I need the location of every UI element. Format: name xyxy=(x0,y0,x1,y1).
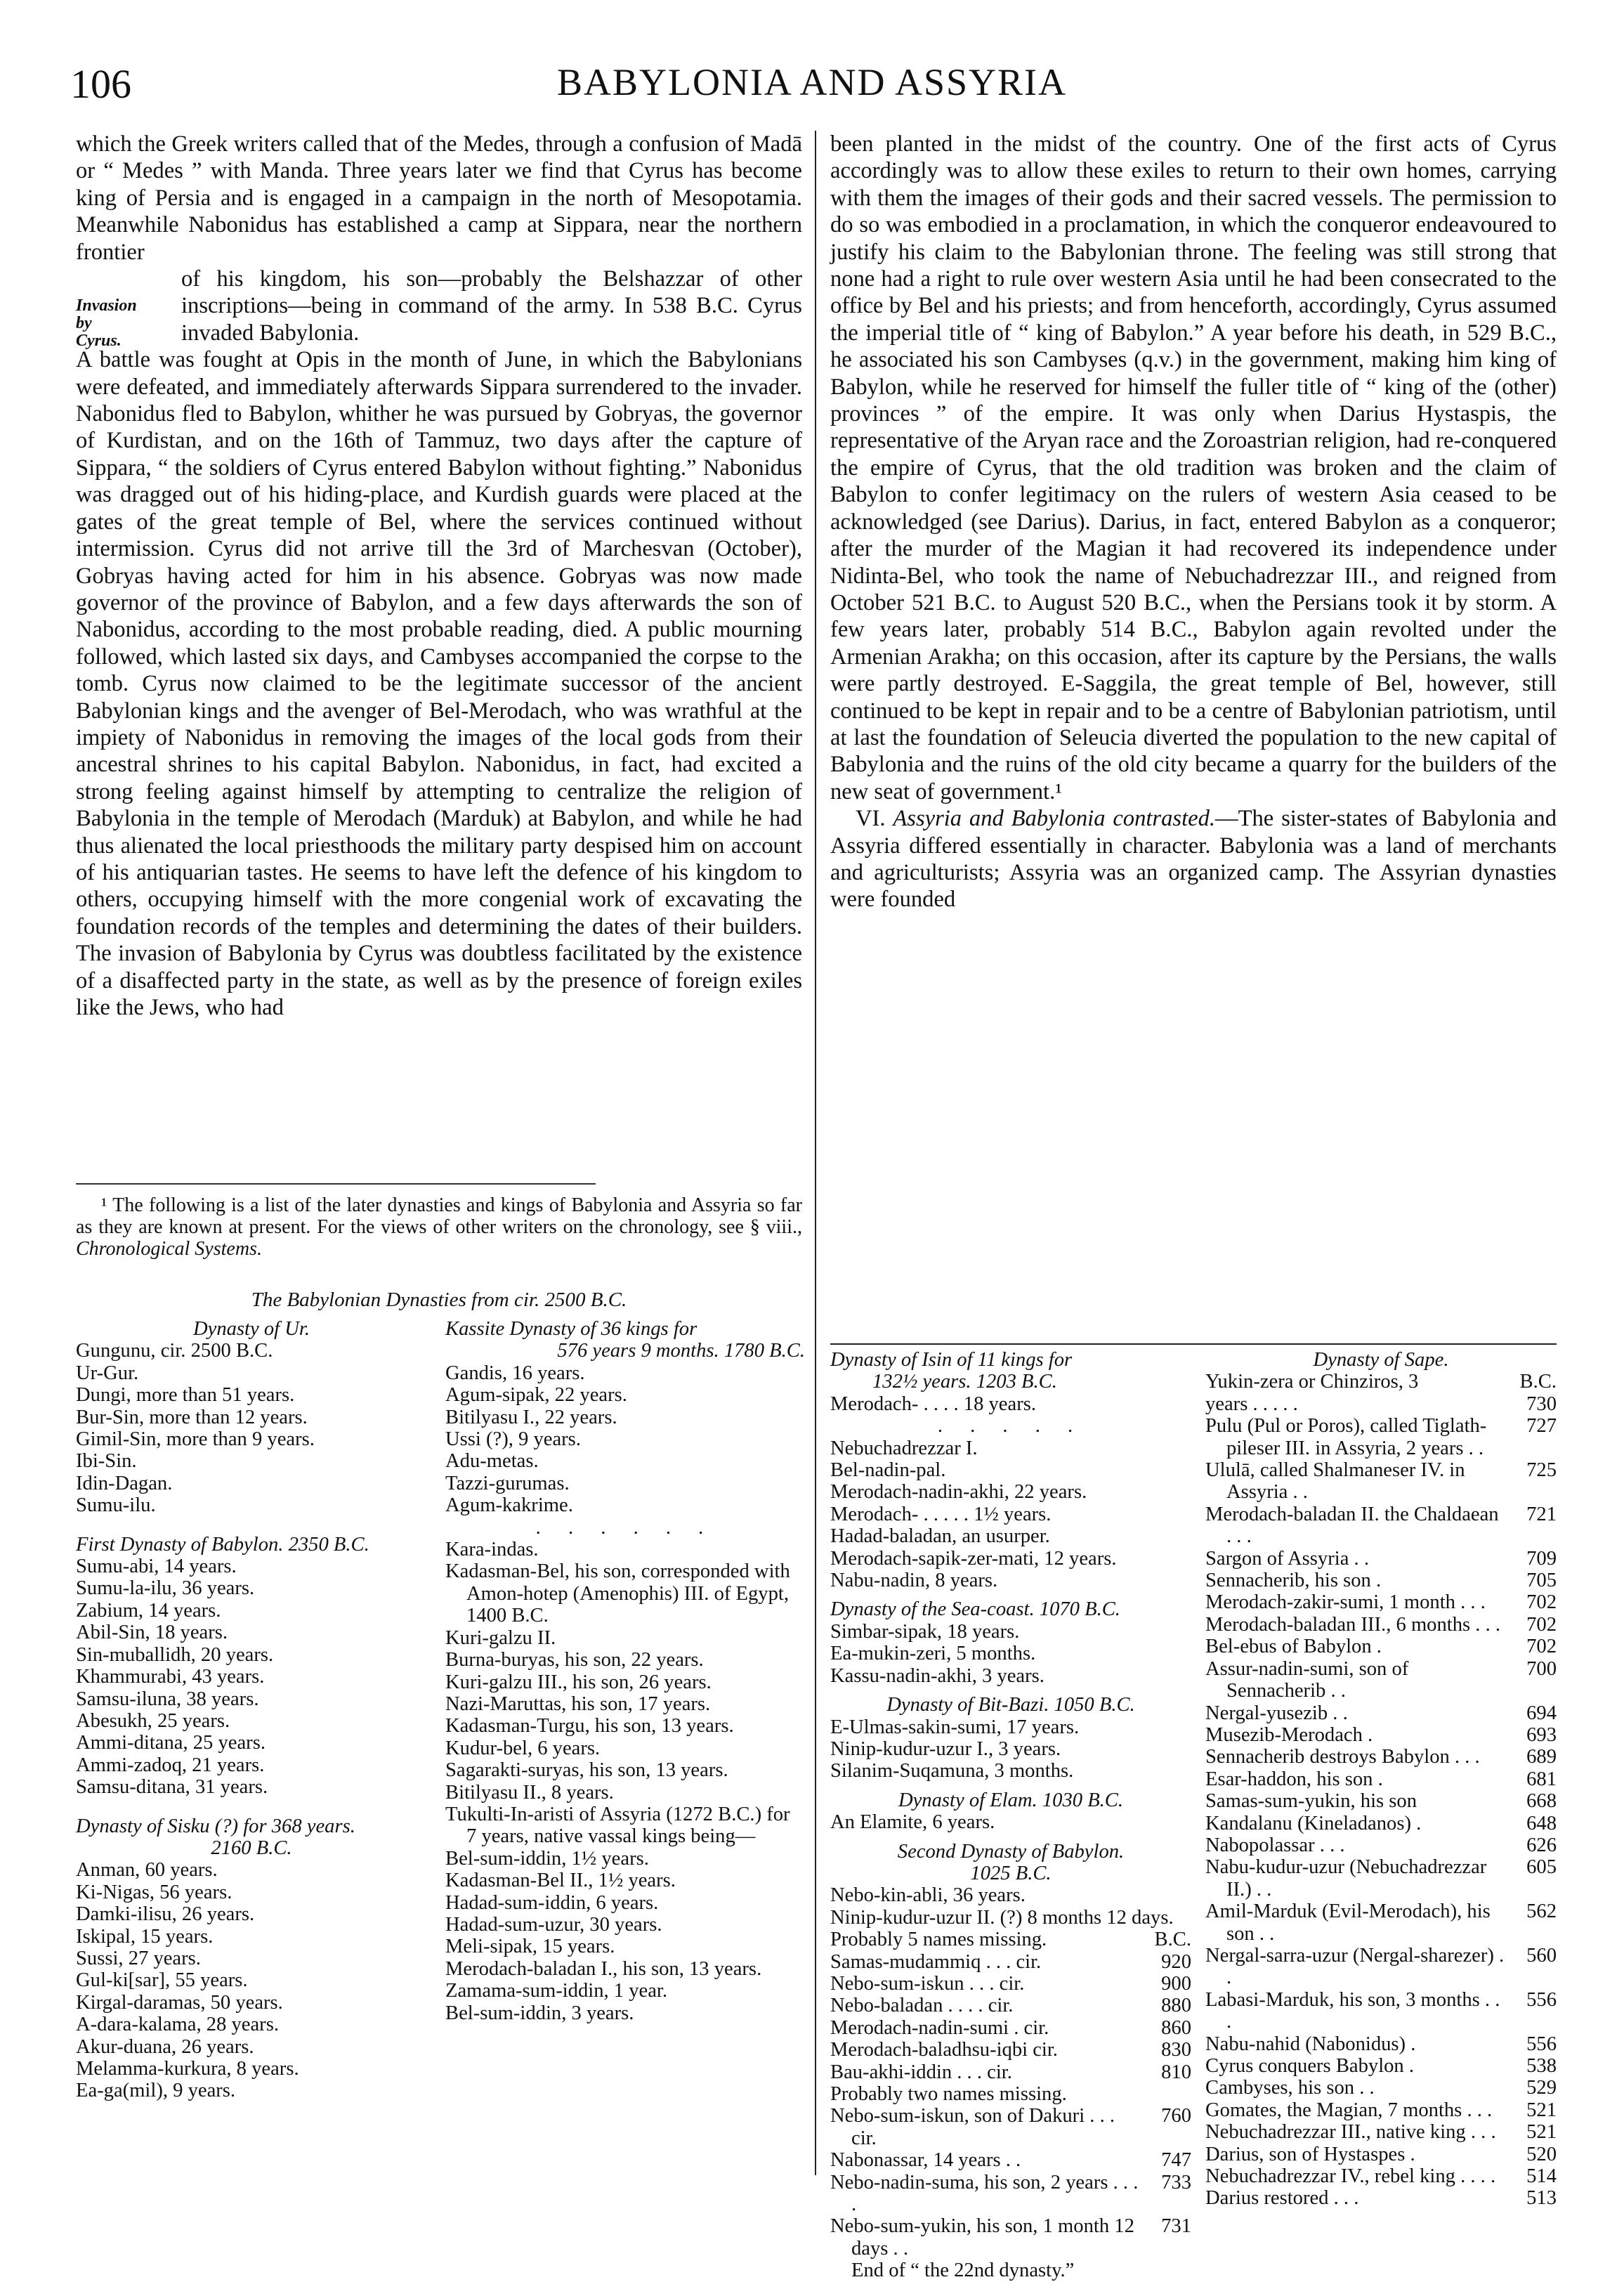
king-year: 694 xyxy=(1526,1702,1557,1724)
king-year: B.C. xyxy=(1154,1929,1191,1951)
king-year: 920 xyxy=(1161,1950,1191,1973)
king-row xyxy=(1205,1702,1557,1724)
king-row xyxy=(1205,1945,1557,1989)
right-para-2 xyxy=(830,805,1557,913)
king-year: 560 xyxy=(1526,1944,1557,1967)
king-entry: Zabium, 14 years. xyxy=(76,1599,221,1622)
king-year: 880 xyxy=(1161,1995,1191,2017)
king-name: Nergal-sarra-uzur (Nergal-sharezer) . . xyxy=(1205,1944,1505,1989)
king-entry: Merodach- . . . . 18 years. xyxy=(830,1393,1036,1415)
king-entry: Merodach-sapik-zer-mati, 12 years. xyxy=(830,1547,1117,1570)
king-name: Merodach-baladan II. the Chaldaean . . . xyxy=(1205,1503,1499,1548)
dynasty-column-4 xyxy=(1205,1349,1557,2210)
king-entry: Ninip-kudur-uzur I., 3 years. xyxy=(830,1737,1061,1760)
king-entry: Bel-sum-iddin, 1½ years. xyxy=(445,1847,649,1870)
left-para-3: A battle was fought at Opis in the month of June, in which the Babylonians were defeated, and immediately afterwards Sippara surrendered to the invader. Nabonidus fled to Babylon, whither he was pursued by Gobryas, the governor of Kurdistan, and on the 16th of Tammuz, two days after the capture of Sippara, “ the soldiers of Cyrus entered Babylon without fighting.” Nabonidus was dragged out of his hiding-place, and Kurdish guards were placed at the gates of the great temple of Bel, where the services continued without intermission. Cyrus did not arrive till the 3rd of Marchesvan (October), Gobryas having acted for him in his absence. Gobryas was now made governor of the province of Babylon, and a few days afterwards the son of Nabonidus, according to the most probable reading, died. A public mourning followed, which lasted six days, and Cambyses accompanied the corpse to the tomb. Cyrus now claimed to be the legitimate successor of the ancient Babylonian kings and the avenger of Bel-Merodach, who was wrathful at the impiety of Nabonidus in removing the images of the local gods from their ancestral shrines to his capital Babylon. Nabonidus, in fact, had excited a strong feeling against himself by attempting to centralize the religion of Babylonia in the temple of Merodach (Marduk) at Babylon, and while he had thus alienated the local priesthoods the military party despised him on account of his antiquarian tastes. He seems to have left the defence of his kingdom to others, occupying himself with the more congenial work of excavating the foundation records of the temples and determining the dates of their builders. The invasion of Babylonia by Cyrus was doubtless facilitated by the existence of a disaffected party in the state, as well as by the presence of foreign exiles like the Jews, who had xyxy=(76,347,802,1020)
king-entry: Kara-indas. xyxy=(445,1539,539,1561)
page-title: BABYLONIA AND ASSYRIA xyxy=(556,61,1068,103)
king-entry: Anman, 60 years. xyxy=(76,1859,218,1882)
king-entry: Sumu-ilu. xyxy=(76,1494,156,1517)
king-row xyxy=(830,1973,1191,1995)
king-entry: Bitilyasu II., 8 years. xyxy=(445,1781,614,1804)
section-heading: Assyria and Babylonia contrasted. xyxy=(893,806,1216,832)
king-row xyxy=(1205,1989,1557,2033)
king-name: Darius restored . . . xyxy=(1205,2187,1359,2210)
king-row xyxy=(1205,1856,1557,1900)
king-entry: Zamama-sum-iddin, 1 year. xyxy=(445,1980,668,2002)
dynasty-heading: Dynasty of Sisku (?) for 368 years. xyxy=(76,1815,355,1837)
king-year: 709 xyxy=(1526,1547,1557,1570)
dynasty-list-elam xyxy=(830,1811,1191,1833)
king-name: Cambyses, his son . . xyxy=(1205,2077,1375,2099)
sidenote-line-2: by Cyrus. xyxy=(76,314,122,350)
king-row xyxy=(1205,1393,1557,1415)
dynasty-heading: Dynasty of the Sea-coast. 1070 B.C. xyxy=(830,1598,1120,1621)
king-entry: Merodach-nadin-akhi, 22 years. xyxy=(830,1481,1087,1504)
king-name: Labasi-Marduk, his son, 3 months . . . xyxy=(1205,1988,1500,2033)
king-entry: A-dara-kalama, 28 years. xyxy=(76,2014,279,2036)
king-row xyxy=(1205,1813,1557,1834)
column-divider xyxy=(815,131,816,2175)
king-entry: Khammurabi, 43 years. xyxy=(76,1666,265,1688)
king-row xyxy=(1205,2165,1557,2187)
dynasty-heading: Dynasty of Elam. 1030 B.C. xyxy=(898,1789,1124,1811)
king-name: Nebo-sum-iskun, son of Dakuri . . . cir. xyxy=(830,2105,1115,2149)
king-row xyxy=(830,1929,1191,1950)
king-name: Samas-sum-yukin, his son xyxy=(1205,1790,1417,1813)
right-column xyxy=(830,131,1557,913)
king-year: 605 xyxy=(1526,1856,1557,1879)
dynasty-heading: Dynasty of Ur. xyxy=(193,1318,310,1340)
king-year: 689 xyxy=(1526,1746,1557,1768)
king-entry: Akur-duana, 26 years. xyxy=(76,2035,254,2058)
king-year: 900 xyxy=(1161,1972,1191,1995)
king-entry: Ibi-Sin. xyxy=(76,1450,137,1473)
king-name: Gomates, the Magian, 7 months . . . xyxy=(1205,2099,1493,2121)
king-entry: Hadad-sum-uzur, 30 years. xyxy=(445,1913,662,1936)
king-entry: Bel-nadin-pal. xyxy=(830,1459,946,1482)
dated-list-sape xyxy=(1205,1393,1557,2210)
king-row xyxy=(1205,1614,1557,1636)
right-para-1: been planted in the midst of the country. One of the first acts of Cyrus accordingly was to allow these exiles to return to their own homes, carrying with them the images of their gods and their sacred vessels. The permission to do so was embodied in a proclamation, in which the conqueror endeavoured to justify his claim to the Babylonian throne. The feeling was still strong that none had a right to rule over western Asia until he had been consecrated to the office by Bel and his priests; and from henceforth, accordingly, Cyrus assumed the imperial title of “ king of Babylon.” A year before his death, in 529 B.C., he associated his son Cambyses (q.v.) in the government, making him king of Babylon, while he reserved for himself the fuller title of “ king of the (other) provinces ” of the empire. It was only when Darius Hystaspis, the representative of the Aryan race and the Zoroastrian religion, had re-conquered the empire of Cyrus, that the old tradition was broken and the claim of Babylon to confer legitimacy on the rulers of western Asia ceased to be acknowledged (see Darius). Darius, in fact, entered Babylon as a conqueror; after the murder of the Magian it had recovered its independence under Nidinta-Bel, who took the name of Nebuchadrezzar III., and reigned from October 521 B.C. to August 520 B.C., when the Persians took it by storm. A few years later, probably 514 B.C., Babylon again revolted under the Armenian Arakha; on this occasion, after its capture by the Persians, the walls were partly destroyed. E-Saggila, the great temple of Bel, however, still continued to be kept in repair and to be a centre of Babylonian patriotism, until at last the foundation of Seleucia diverted the population to the new capital of Babylonia and the ruins of the old city became a quarry for the builders of the new seat of government.¹ xyxy=(830,131,1557,804)
king-year: 513 xyxy=(1526,2187,1557,2210)
dynasty-heading-cont: 132½ years. 1203 B.C. xyxy=(872,1371,1057,1393)
dynasty-heading: Kassite Dynasty of 36 kings for xyxy=(445,1318,698,1340)
king-entry: Kadasman-Bel, his son, corresponded with Amon-hotep (Amenophis) III. of Egypt, 1400 B.C. xyxy=(445,1560,790,1627)
king-row xyxy=(830,2039,1191,2061)
dynasty-heading: First Dynasty of Babylon. 2350 B.C. xyxy=(76,1533,369,1556)
king-row xyxy=(1205,2033,1557,2055)
king-entry: Bitilyasu I., 22 years. xyxy=(445,1406,617,1428)
king-entry: Probably two names missing. xyxy=(830,2083,1067,2105)
king-row xyxy=(1205,1504,1557,1548)
king-row xyxy=(830,2215,1191,2260)
king-year: 562 xyxy=(1526,1900,1557,1923)
king-entry: Agum-kakrime. xyxy=(445,1494,573,1517)
king-entry: Ammi-ditana, 25 years. xyxy=(76,1732,266,1754)
king-row xyxy=(830,2172,1191,2216)
king-row xyxy=(830,2149,1191,2171)
king-row xyxy=(1205,2055,1557,2077)
king-name: Merodach-baladan III., 6 months . . . xyxy=(1205,1613,1501,1636)
king-name: Nabopolassar . . . xyxy=(1205,1834,1345,1856)
king-entry: Agum-sipak, 22 years. xyxy=(445,1384,627,1407)
king-entry: Burna-buryas, his son, 22 years. xyxy=(445,1649,704,1671)
king-entry: Damki-ilisu, 26 years. xyxy=(76,1903,255,1926)
king-year: 556 xyxy=(1526,1988,1557,2011)
king-entry: Sumu-la-ilu, 36 years. xyxy=(76,1577,255,1600)
king-year: 733 xyxy=(1161,2171,1191,2193)
king-row xyxy=(1205,1768,1557,1790)
king-entry: Abil-Sin, 18 years. xyxy=(76,1622,228,1644)
king-name: Bau-akhi-iddin . . . cir. xyxy=(830,2061,1012,2083)
king-name: Ululā, called Shalmaneser IV. in Assyria . . xyxy=(1205,1459,1465,1504)
footnote-ref: Chronological Systems. xyxy=(76,1238,262,1260)
king-entry: Gul-ki[sar], 55 years. xyxy=(76,1969,248,1992)
king-name: Nabonassar, 14 years . . xyxy=(830,2149,1021,2172)
king-entry: Simbar-sipak, 18 years. xyxy=(830,1620,1020,1643)
king-year: 626 xyxy=(1526,1834,1557,1856)
king-year: 514 xyxy=(1526,2165,1557,2188)
king-entry: Iskipal, 15 years. xyxy=(76,1925,214,1948)
king-name: Nebuchadrezzar IV., rebel king . . . . xyxy=(1205,2165,1496,2188)
king-entry: Meli-sipak, 15 years. xyxy=(445,1936,615,1958)
king-row xyxy=(1205,2099,1557,2121)
king-row xyxy=(830,1995,1191,2016)
king-entry: Nebo-kin-abli, 36 years. xyxy=(830,1884,1026,1907)
king-name: Merodach-baladhsu-iqbi cir. xyxy=(830,2039,1058,2061)
king-year: 860 xyxy=(1161,2016,1191,2039)
king-entry: Tukulti-In-aristi of Assyria (1272 B.C.) for 7 years, native vassal kings being— xyxy=(445,1803,790,1848)
king-entry: Samsu-iluna, 38 years. xyxy=(76,1688,259,1710)
king-row xyxy=(1205,1724,1557,1746)
king-row xyxy=(1205,1570,1557,1591)
king-name: Probably 5 names missing. xyxy=(830,1929,1047,1951)
king-entry: E-Ulmas-sakin-sumi, 17 years. xyxy=(830,1716,1080,1738)
dynasty-date: 1025 B.C. xyxy=(970,1862,1052,1884)
king-entry: Kadasman-Turgu, his son, 13 years. xyxy=(445,1715,734,1737)
king-entry: Idin-Dagan. xyxy=(76,1472,173,1494)
dynasty-heading: Second Dynasty of Babylon. xyxy=(897,1840,1125,1863)
king-name: Samas-mudammiq . . . cir. xyxy=(830,1950,1042,1973)
king-year: 700 xyxy=(1526,1657,1557,1680)
dynasty-heading-cont: 576 years 9 months. 1780 B.C. xyxy=(557,1340,805,1362)
footnote-text: ¹ The following is a list of the later dynasties and kings of Babylonia and Assyria so far as they are known at present. For the views of other writers on the chronology, see § viii., xyxy=(76,1194,802,1238)
king-year: 668 xyxy=(1526,1790,1557,1813)
king-row xyxy=(830,2105,1191,2149)
section-text: —The sister-states of Babylonia and Assyria differed essentially in character. Babylonia was a land of merchants and agriculturists; Assyria was an organized camp. The Assyrian dynasties were founded xyxy=(830,806,1557,913)
king-entry: Samsu-ditana, 31 years. xyxy=(76,1776,268,1799)
king-year: 521 xyxy=(1526,2121,1557,2144)
dynasty-column-3 xyxy=(830,1349,1191,2282)
left-para-1: which the Greek writers called that of the Medes, through a confusion of Madā or “ Medes ” with Manda. Three years later we find that Cyrus has become king of Persia and is engaged in a campaign in the north of Mesopotamia. Meanwhile Nabonidus has established a camp at Sippara, near the northern frontier xyxy=(76,131,802,265)
king-row xyxy=(1205,2077,1557,2099)
king-entry: Gimil-Sin, more than 9 years. xyxy=(76,1428,315,1451)
king-name: Musezib-Merodach . xyxy=(1205,1723,1373,1746)
king-row xyxy=(1205,1746,1557,1768)
dynasty-list-kassite-a xyxy=(445,1362,805,1517)
page-number: 106 xyxy=(70,61,131,107)
king-year: 702 xyxy=(1526,1636,1557,1658)
king-entry: Sagarakti-suryas, his son, 13 years. xyxy=(445,1759,728,1782)
king-entry: Abesukh, 25 years. xyxy=(76,1709,230,1732)
king-entry: Hadad-baladan, an usurper. xyxy=(830,1525,1050,1548)
king-entry: Bel-sum-iddin, 3 years. xyxy=(445,2002,634,2024)
king-entry: Kadasman-Bel II., 1½ years. xyxy=(445,1870,676,1892)
king-name: Sennacherib destroys Babylon . . . xyxy=(1205,1746,1480,1768)
dynasty-date: 2160 B.C. xyxy=(211,1837,292,1859)
king-name: Nebuchadrezzar III., native king . . . xyxy=(1205,2121,1496,2144)
king-name: Amil-Marduk (Evil-Merodach), his son . . xyxy=(1205,1900,1491,1945)
king-row xyxy=(1205,1790,1557,1812)
dynasty-list-babylon-2 xyxy=(830,1884,1191,1929)
king-row xyxy=(830,2061,1191,2083)
king-name: Pulu (Pul or Poros), called Tiglath-pileser III. in Assyria, 2 years . . xyxy=(1205,1415,1487,1459)
king-entry: An Elamite, 6 years. xyxy=(830,1811,995,1834)
dated-list-a xyxy=(830,1951,1191,2083)
king-row xyxy=(1205,2144,1557,2165)
king-row xyxy=(1205,1459,1557,1504)
king-year: 727 xyxy=(1526,1415,1557,1437)
king-name: Nebo-sum-iskun . . . cir. xyxy=(830,1972,1025,1995)
king-name: Sargon of Assyria . . xyxy=(1205,1547,1369,1570)
king-entry: Melamma-kurkura, 8 years. xyxy=(76,2058,299,2080)
king-row xyxy=(1205,1636,1557,1657)
king-entry: Kudur-bel, 6 years. xyxy=(445,1737,601,1759)
king-year: 702 xyxy=(1526,1613,1557,1636)
dynasty-heading: Dynasty of Isin of 11 kings for xyxy=(830,1349,1073,1371)
king-year: 693 xyxy=(1526,1723,1557,1746)
king-year: 538 xyxy=(1526,2055,1557,2077)
king-year: 529 xyxy=(1526,2077,1557,2099)
dynasty-heading: Dynasty of Sape. xyxy=(1313,1349,1449,1371)
king-entry: Merodach- . . . . . 1½ years. xyxy=(830,1503,1052,1525)
king-year: 681 xyxy=(1526,1768,1557,1790)
dynasties-table-title: The Babylonian Dynasties from cir. 2500 B.C. xyxy=(251,1289,627,1311)
king-entry: Sumu-abi, 14 years. xyxy=(76,1556,237,1578)
king-entry: Gungunu, cir. 2500 B.C. xyxy=(76,1340,273,1362)
king-entry: Ninip-kudur-uzur II. (?) 8 months 12 days. xyxy=(830,1906,1174,1929)
king-year: 731 xyxy=(1161,2215,1191,2238)
king-entry: Ea-ga(mil), 9 years. xyxy=(76,2080,236,2102)
left-column xyxy=(76,131,802,1021)
king-year: 702 xyxy=(1526,1591,1557,1614)
king-year: 648 xyxy=(1526,1812,1557,1834)
king-name: Yukin-zera or Chinziros, 3 xyxy=(1205,1371,1419,1393)
dynasty-list-sea-coast xyxy=(830,1621,1191,1687)
king-entry: Sussi, 27 years. xyxy=(76,1947,201,1969)
king-entry: Merodach-baladan I., his son, 13 years. xyxy=(445,1957,762,1980)
king-name: Nabu-nahid (Nabonidus) . xyxy=(1205,2033,1416,2055)
king-entry: Kuri-galzu III., his son, 26 years. xyxy=(445,1671,712,1693)
king-name: Sennacherib, his son . xyxy=(1205,1570,1382,1592)
king-row xyxy=(1205,1548,1557,1570)
ellipsis-row: . . . . . xyxy=(937,1415,1085,1437)
page-header xyxy=(70,58,1554,121)
dynasty-list-bit-bazi xyxy=(830,1716,1191,1782)
king-entry: Sin-muballidh, 20 years. xyxy=(76,1643,274,1666)
king-year: 721 xyxy=(1526,1503,1557,1525)
king-row xyxy=(1205,2187,1557,2209)
king-row xyxy=(1205,1415,1557,1459)
king-name: Merodach-nadin-sumi . cir. xyxy=(830,2016,1049,2039)
king-entry: Ur-Gur. xyxy=(76,1362,139,1384)
king-entry: Nabu-nadin, 8 years. xyxy=(830,1570,998,1592)
footnote xyxy=(76,1194,802,1260)
king-entry: Ammi-zadoq, 21 years. xyxy=(76,1754,265,1776)
king-name: Assur-nadin-sumi, son of Sennacherib . . xyxy=(1205,1657,1409,1702)
table-rule xyxy=(830,1343,1557,1345)
king-name: Nabu-kudur-uzur (Nebuchadrezzar II.) . . xyxy=(1205,1856,1487,1900)
king-entry: Ki-Nigas, 56 years. xyxy=(76,1881,233,1903)
dynasty-list-babylon-1 xyxy=(76,1556,427,1798)
king-year: 830 xyxy=(1161,2039,1191,2061)
king-entry: Ussi (?), 9 years. xyxy=(445,1428,581,1451)
section-number: VI. xyxy=(856,806,886,832)
king-entry: Ea-mukin-zeri, 5 months. xyxy=(830,1643,1036,1665)
king-year: 521 xyxy=(1526,2099,1557,2121)
king-row xyxy=(830,2017,1191,2039)
king-entry: Hadad-sum-iddin, 6 years. xyxy=(445,1891,659,1914)
dynasty-column-1 xyxy=(76,1318,427,2102)
king-row xyxy=(1205,1834,1557,1856)
dynasty-list-kassite-b xyxy=(445,1539,805,2024)
dynasty-column-2 xyxy=(445,1318,805,2024)
king-name: Cyrus conquers Babylon . xyxy=(1205,2055,1415,2077)
king-name: Darius, son of Hystaspes . xyxy=(1205,2143,1415,2165)
king-name: years . . . . . xyxy=(1205,1393,1298,1415)
king-entry: Tazzi-gurumas. xyxy=(445,1472,570,1494)
king-row xyxy=(1205,1658,1557,1702)
king-year: 556 xyxy=(1526,2033,1557,2055)
king-row xyxy=(1205,2121,1557,2143)
footnote-rule xyxy=(76,1183,596,1185)
king-name: Bel-ebus of Babylon . xyxy=(1205,1636,1382,1658)
end-note: End of “ the 22nd dynasty.” xyxy=(851,2260,1075,2282)
king-entry: Adu-metas. xyxy=(445,1450,539,1473)
king-year: 810 xyxy=(1161,2061,1191,2083)
king-row xyxy=(1205,1371,1557,1393)
king-name: Esar-haddon, his son . xyxy=(1205,1768,1383,1790)
sidenote-line-1: Invasion xyxy=(76,296,137,315)
dynasty-list-isin xyxy=(830,1437,1191,1592)
king-name: Kandalanu (Kineladanos) . xyxy=(1205,1812,1422,1834)
king-name: Nebo-sum-yukin, his son, 1 month 12 days . . xyxy=(830,2215,1134,2260)
dated-list-b xyxy=(830,2105,1191,2260)
left-para-2: of his kingdom, his son—probably the Belshazzar of other inscriptions—being in command of the army. In 538 B.C. Cyrus invaded Babylonia. xyxy=(181,266,802,346)
king-name: Nergal-yusezib . . xyxy=(1205,1702,1348,1724)
king-entry: Gandis, 16 years. xyxy=(445,1362,585,1384)
king-entry: Kassu-nadin-akhi, 3 years. xyxy=(830,1664,1045,1687)
king-name: Merodach-zakir-sumi, 1 month . . . xyxy=(1205,1591,1486,1614)
dynasty-list-ur xyxy=(76,1340,427,1516)
dynasty-heading: Dynasty of Bit-Bazi. 1050 B.C. xyxy=(886,1694,1135,1716)
king-entry: Nazi-Maruttas, his son, 17 years. xyxy=(445,1693,711,1715)
king-year: 705 xyxy=(1526,1570,1557,1592)
king-row xyxy=(1205,1900,1557,1945)
king-year: 747 xyxy=(1161,2149,1191,2172)
king-entry: Kirgal-daramas, 50 years. xyxy=(76,1991,283,2014)
king-year: 520 xyxy=(1526,2143,1557,2165)
king-year: 730 xyxy=(1526,1393,1557,1415)
king-row xyxy=(830,1951,1191,1973)
king-entry: Nebuchadrezzar I. xyxy=(830,1437,978,1459)
ellipsis-row: . . . . . . xyxy=(535,1516,715,1539)
king-entry: Kuri-galzu II. xyxy=(445,1626,556,1649)
king-row xyxy=(1205,1591,1557,1613)
king-entry: Silanim-Suqamuna, 3 months. xyxy=(830,1760,1074,1782)
king-name: Nebo-baladan . . . . cir. xyxy=(830,1995,1014,2017)
king-name: Nebo-nadin-suma, his son, 2 years . . . . xyxy=(830,2171,1139,2216)
dynasty-list-sisku xyxy=(76,1859,427,2101)
king-year: B.C. xyxy=(1519,1371,1557,1393)
king-entry: Bur-Sin, more than 12 years. xyxy=(76,1406,308,1428)
king-entry: Dungi, more than 51 years. xyxy=(76,1384,295,1407)
king-year: 725 xyxy=(1526,1459,1557,1482)
king-year: 760 xyxy=(1161,2105,1191,2127)
